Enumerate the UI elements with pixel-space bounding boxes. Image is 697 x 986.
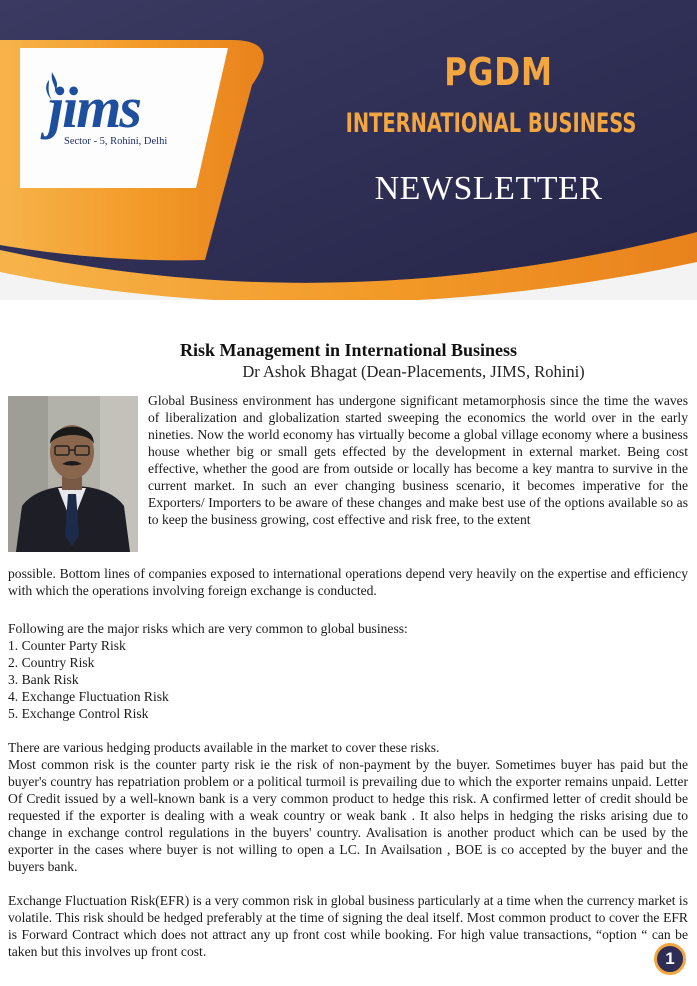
article-intro: Global Business environment has undergone significant metamorphosis since the time the waves of liberalization and globalization started sweeping the economics the world over in the early nineties. Now the world economy has virtually become a global village economy where a business house whether big or small gets effected by the development in external market. Being cost effective, whether the good are from outside or locally has become a key mantra to survive in the current market. In such an ever changing business scenario, it becomes imperative for the Exporters/ Importers to be aware of these changes and make best use of the options available so as to keep the business growing, cost effective and risk free, to the extent — [148, 393, 688, 527]
newsletter-header — [0, 0, 697, 300]
article-title: Risk Management in International Business — [179, 340, 518, 360]
page-number-badge: 1 — [654, 943, 686, 975]
list-item: 5. Exchange Control Risk — [8, 706, 149, 721]
list-item: 2. Country Risk — [8, 655, 95, 670]
list-item: 3. Bank Risk — [8, 672, 79, 687]
article-intro-continued: possible. Bottom lines of companies exposed to international operations depend very heavily on the expertise and efficiency with which the operations involving foreign exchange is conducted. — [8, 566, 688, 598]
logo-wordmark: jims — [48, 75, 140, 140]
counterparty-paragraph: Most common risk is the counter party risk ie the risk of non-payment by the buyer. Sometimes buyer has paid but the buyer's country has repatriation problem or a political turmoil is prevailing due to which the exporter remains unpaid. Letter Of Credit issued by a well-known bank is a very common product to hedge this risk. A confirmed letter of credit should be requested if the exporter is dealing with a weak country or weak bank . It also helps in hedging the risks arising due to change in exchange control regulations in the buyers' country. Avalisation is another product which can be used by the exporter in the cases where buyer is not willing to open a LC. In Availsation , BOE is co accepted by the buyer and the buyers bank. — [8, 757, 688, 874]
hedging-intro: There are various hedging products available in the market to cover these risks. — [8, 740, 440, 755]
jims-logo — [40, 72, 200, 162]
author-photo — [8, 396, 138, 552]
list-item: 4. Exchange Fluctuation Risk — [8, 689, 169, 704]
newsletter-title: NEWSLETTER — [374, 170, 603, 207]
program-title: PGDM — [444, 50, 553, 94]
risks-heading: Following are the major risks which are very common to global business: — [8, 621, 408, 636]
specialization-title: INTERNATIONAL BUSINESS — [345, 108, 637, 139]
efr-paragraph: Exchange Fluctuation Risk(EFR) is a very common risk in global business particularly at a time when the currency market is volatile. This risk should be hedged preferably at the time of signing the deal itself. Most common product to cover the EFR is Forward Contract which does not attract any up front cost while booking. For high value transactions, “option “ can be taken but this involves up front cost. — [8, 893, 688, 959]
logo-subtitle: Sector - 5, Rohini, Delhi — [64, 136, 168, 147]
risks-list — [8, 637, 688, 722]
article-author: Dr Ashok Bhagat (Dean-Placements, JIMS, Rohini) — [242, 362, 585, 381]
author-portrait-graphic — [8, 396, 138, 552]
list-item: 1. Counter Party Risk — [8, 638, 126, 653]
